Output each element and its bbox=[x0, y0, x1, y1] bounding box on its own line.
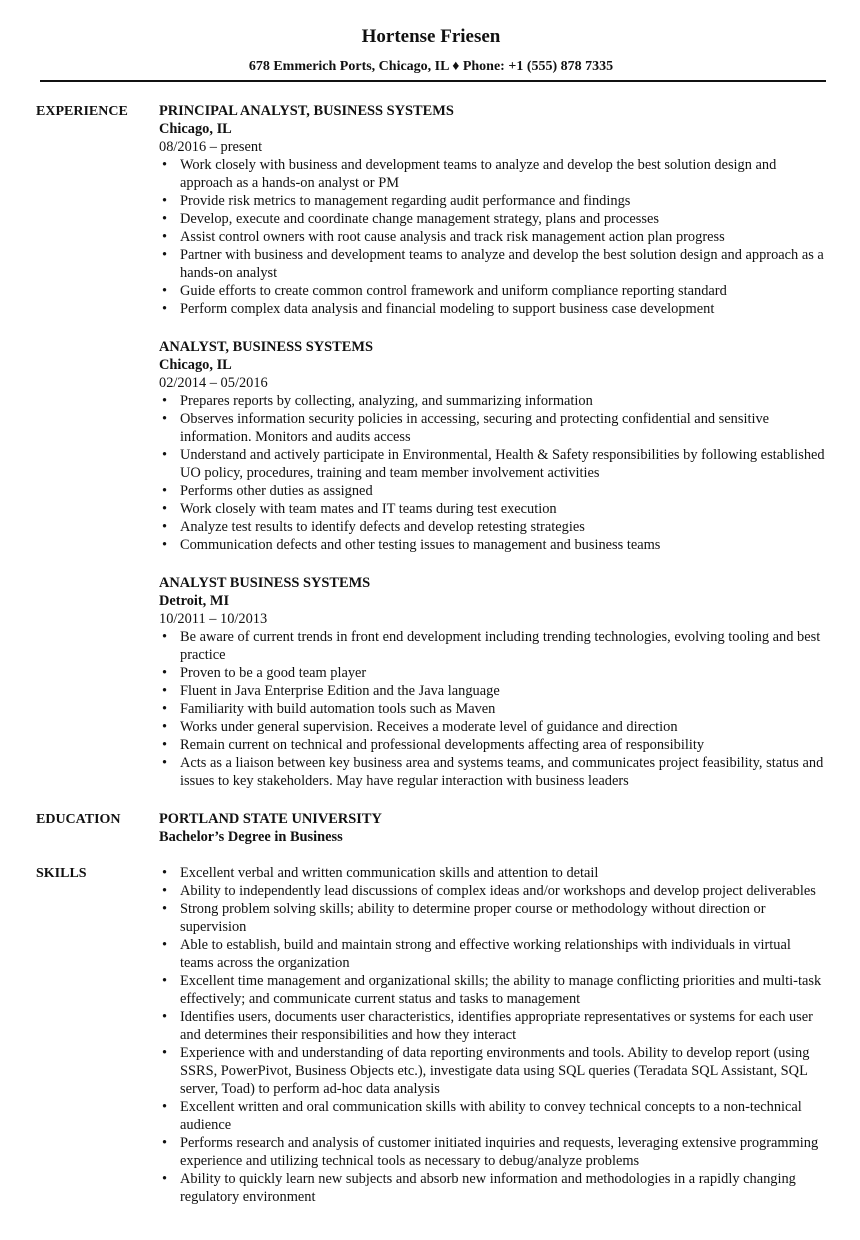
section-label-skills: SKILLS bbox=[36, 866, 87, 881]
skill-item: • Excellent written and oral communication skills with ability to convey technical concepts to a non-technical audience bbox=[159, 1098, 826, 1134]
job-bullet: • Perform complex data analysis and financial modeling to support business case development bbox=[159, 300, 826, 318]
job-bullet: • Develop, execute and coordinate change management strategy, plans and processes bbox=[159, 210, 826, 228]
education-body bbox=[159, 810, 826, 846]
header-divider bbox=[40, 80, 826, 82]
job-bullet: • Work closely with team mates and IT teams during test execution bbox=[159, 500, 826, 518]
job-bullet: • Fluent in Java Enterprise Edition and the Java language bbox=[159, 682, 826, 700]
experience-section bbox=[36, 102, 826, 790]
job-bullets bbox=[159, 628, 826, 790]
job-location: Detroit, MI bbox=[159, 593, 230, 609]
skill-item: • Able to establish, build and maintain strong and effective working relationships with individuals in virtual teams across the organization bbox=[159, 936, 826, 972]
job-bullet: • Prepares reports by collecting, analyzing, and summarizing information bbox=[159, 392, 826, 410]
skill-item: • Ability to independently lead discussions of complex ideas and/or workshops and develop project deliverables bbox=[159, 882, 826, 900]
skills-section bbox=[36, 864, 826, 1206]
job-title: ANALYST BUSINESS SYSTEMS bbox=[159, 575, 371, 591]
job-entry bbox=[159, 574, 826, 790]
education-degree: Bachelor’s Degree in Business bbox=[159, 829, 343, 845]
skill-item: • Performs research and analysis of customer initiated inquiries and requests, leveraging extensive programming experience and utilizing technical tools as necessary to debug/analyze problems bbox=[159, 1134, 826, 1170]
job-bullet: • Guide efforts to create common control framework and uniform compliance reporting standard bbox=[159, 282, 826, 300]
job-location: Chicago, IL bbox=[159, 121, 232, 137]
skill-item: • Excellent verbal and written communication skills and attention to detail bbox=[159, 864, 826, 882]
skills-body bbox=[159, 864, 826, 1206]
job-dates: 08/2016 – present bbox=[159, 139, 263, 155]
job-bullet: • Acts as a liaison between key business area and systems teams, and communicates project feasibility, status and issues to key stakeholders. May have regular interaction with business leaders bbox=[159, 754, 826, 790]
job-bullet: • Provide risk metrics to management regarding audit performance and findings bbox=[159, 192, 826, 210]
skill-item: • Excellent time management and organizational skills; the ability to manage conflicting priorities and multi-task effectively; and communicate current status and tasks to management bbox=[159, 972, 826, 1008]
job-location: Chicago, IL bbox=[159, 357, 232, 373]
job-bullet: • Performs other duties as assigned bbox=[159, 482, 826, 500]
job-dates: 02/2014 – 05/2016 bbox=[159, 375, 268, 391]
job-bullet: • Assist control owners with root cause analysis and track risk management action plan progress bbox=[159, 228, 826, 246]
job-bullet: • Familiarity with build automation tools such as Maven bbox=[159, 700, 826, 718]
skills-list bbox=[159, 864, 826, 1206]
job-bullets bbox=[159, 156, 826, 318]
job-bullet: • Partner with business and development teams to analyze and develop the best solution design and approach as a hands-on analyst bbox=[159, 246, 826, 282]
skill-item: • Identifies users, documents user characteristics, identifies appropriate representatives or systems for each user and determines their responsibilities and how they interact bbox=[159, 1008, 826, 1044]
education-school: PORTLAND STATE UNIVERSITY bbox=[159, 811, 382, 827]
experience-list bbox=[159, 102, 826, 790]
job-entry bbox=[159, 338, 826, 554]
job-bullet: • Remain current on technical and professional developments affecting area of responsibility bbox=[159, 736, 826, 754]
job-bullet: • Understand and actively participate in Environmental, Health & Safety responsibilities by following established UO policy, procedures, training and team member involvement activities bbox=[159, 446, 826, 482]
resume-header bbox=[36, 0, 826, 82]
job-bullet: • Analyze test results to identify defects and develop retesting strategies bbox=[159, 518, 826, 536]
candidate-name: Hortense Friesen bbox=[361, 26, 501, 47]
job-bullet: • Observes information security policies in accessing, securing and protecting confidential and sensitive information. Monitors and audits access bbox=[159, 410, 826, 446]
skill-item: • Ability to quickly learn new subjects and absorb new information and methodologies in a rapidly changing regulatory environment bbox=[159, 1170, 826, 1206]
job-bullet: • Works under general supervision. Receives a moderate level of guidance and direction bbox=[159, 718, 826, 736]
job-bullet: • Work closely with business and development teams to analyze and develop the best solution design and approach as a hands-on analyst or PM bbox=[159, 156, 826, 192]
job-bullet: • Proven to be a good team player bbox=[159, 664, 826, 682]
job-entry bbox=[159, 102, 826, 318]
job-title: ANALYST, BUSINESS SYSTEMS bbox=[159, 339, 373, 355]
section-label-education: EDUCATION bbox=[36, 812, 121, 827]
skill-item: • Experience with and understanding of data reporting environments and tools. Ability to develop report (using SSRS, PowerPivot, Business Objects etc.), investigate data using SQL queries (Teradata SQL Assistant, SQL server, Toad) to perform ad-hoc data analysis bbox=[159, 1044, 826, 1098]
contact-line: 678 Emmerich Ports, Chicago, IL ♦ Phone: +1 (555) 878 7335 bbox=[248, 59, 614, 74]
education-section bbox=[36, 810, 826, 846]
job-bullet: • Communication defects and other testing issues to management and business teams bbox=[159, 536, 826, 554]
job-bullets bbox=[159, 392, 826, 554]
job-bullet: • Be aware of current trends in front end development including trending technologies, evolving tooling and best practice bbox=[159, 628, 826, 664]
section-label-experience: EXPERIENCE bbox=[36, 104, 128, 119]
skill-item: • Strong problem solving skills; ability to determine proper course or methodology without direction or supervision bbox=[159, 900, 826, 936]
job-title: PRINCIPAL ANALYST, BUSINESS SYSTEMS bbox=[159, 103, 454, 119]
job-dates: 10/2011 – 10/2013 bbox=[159, 611, 268, 627]
